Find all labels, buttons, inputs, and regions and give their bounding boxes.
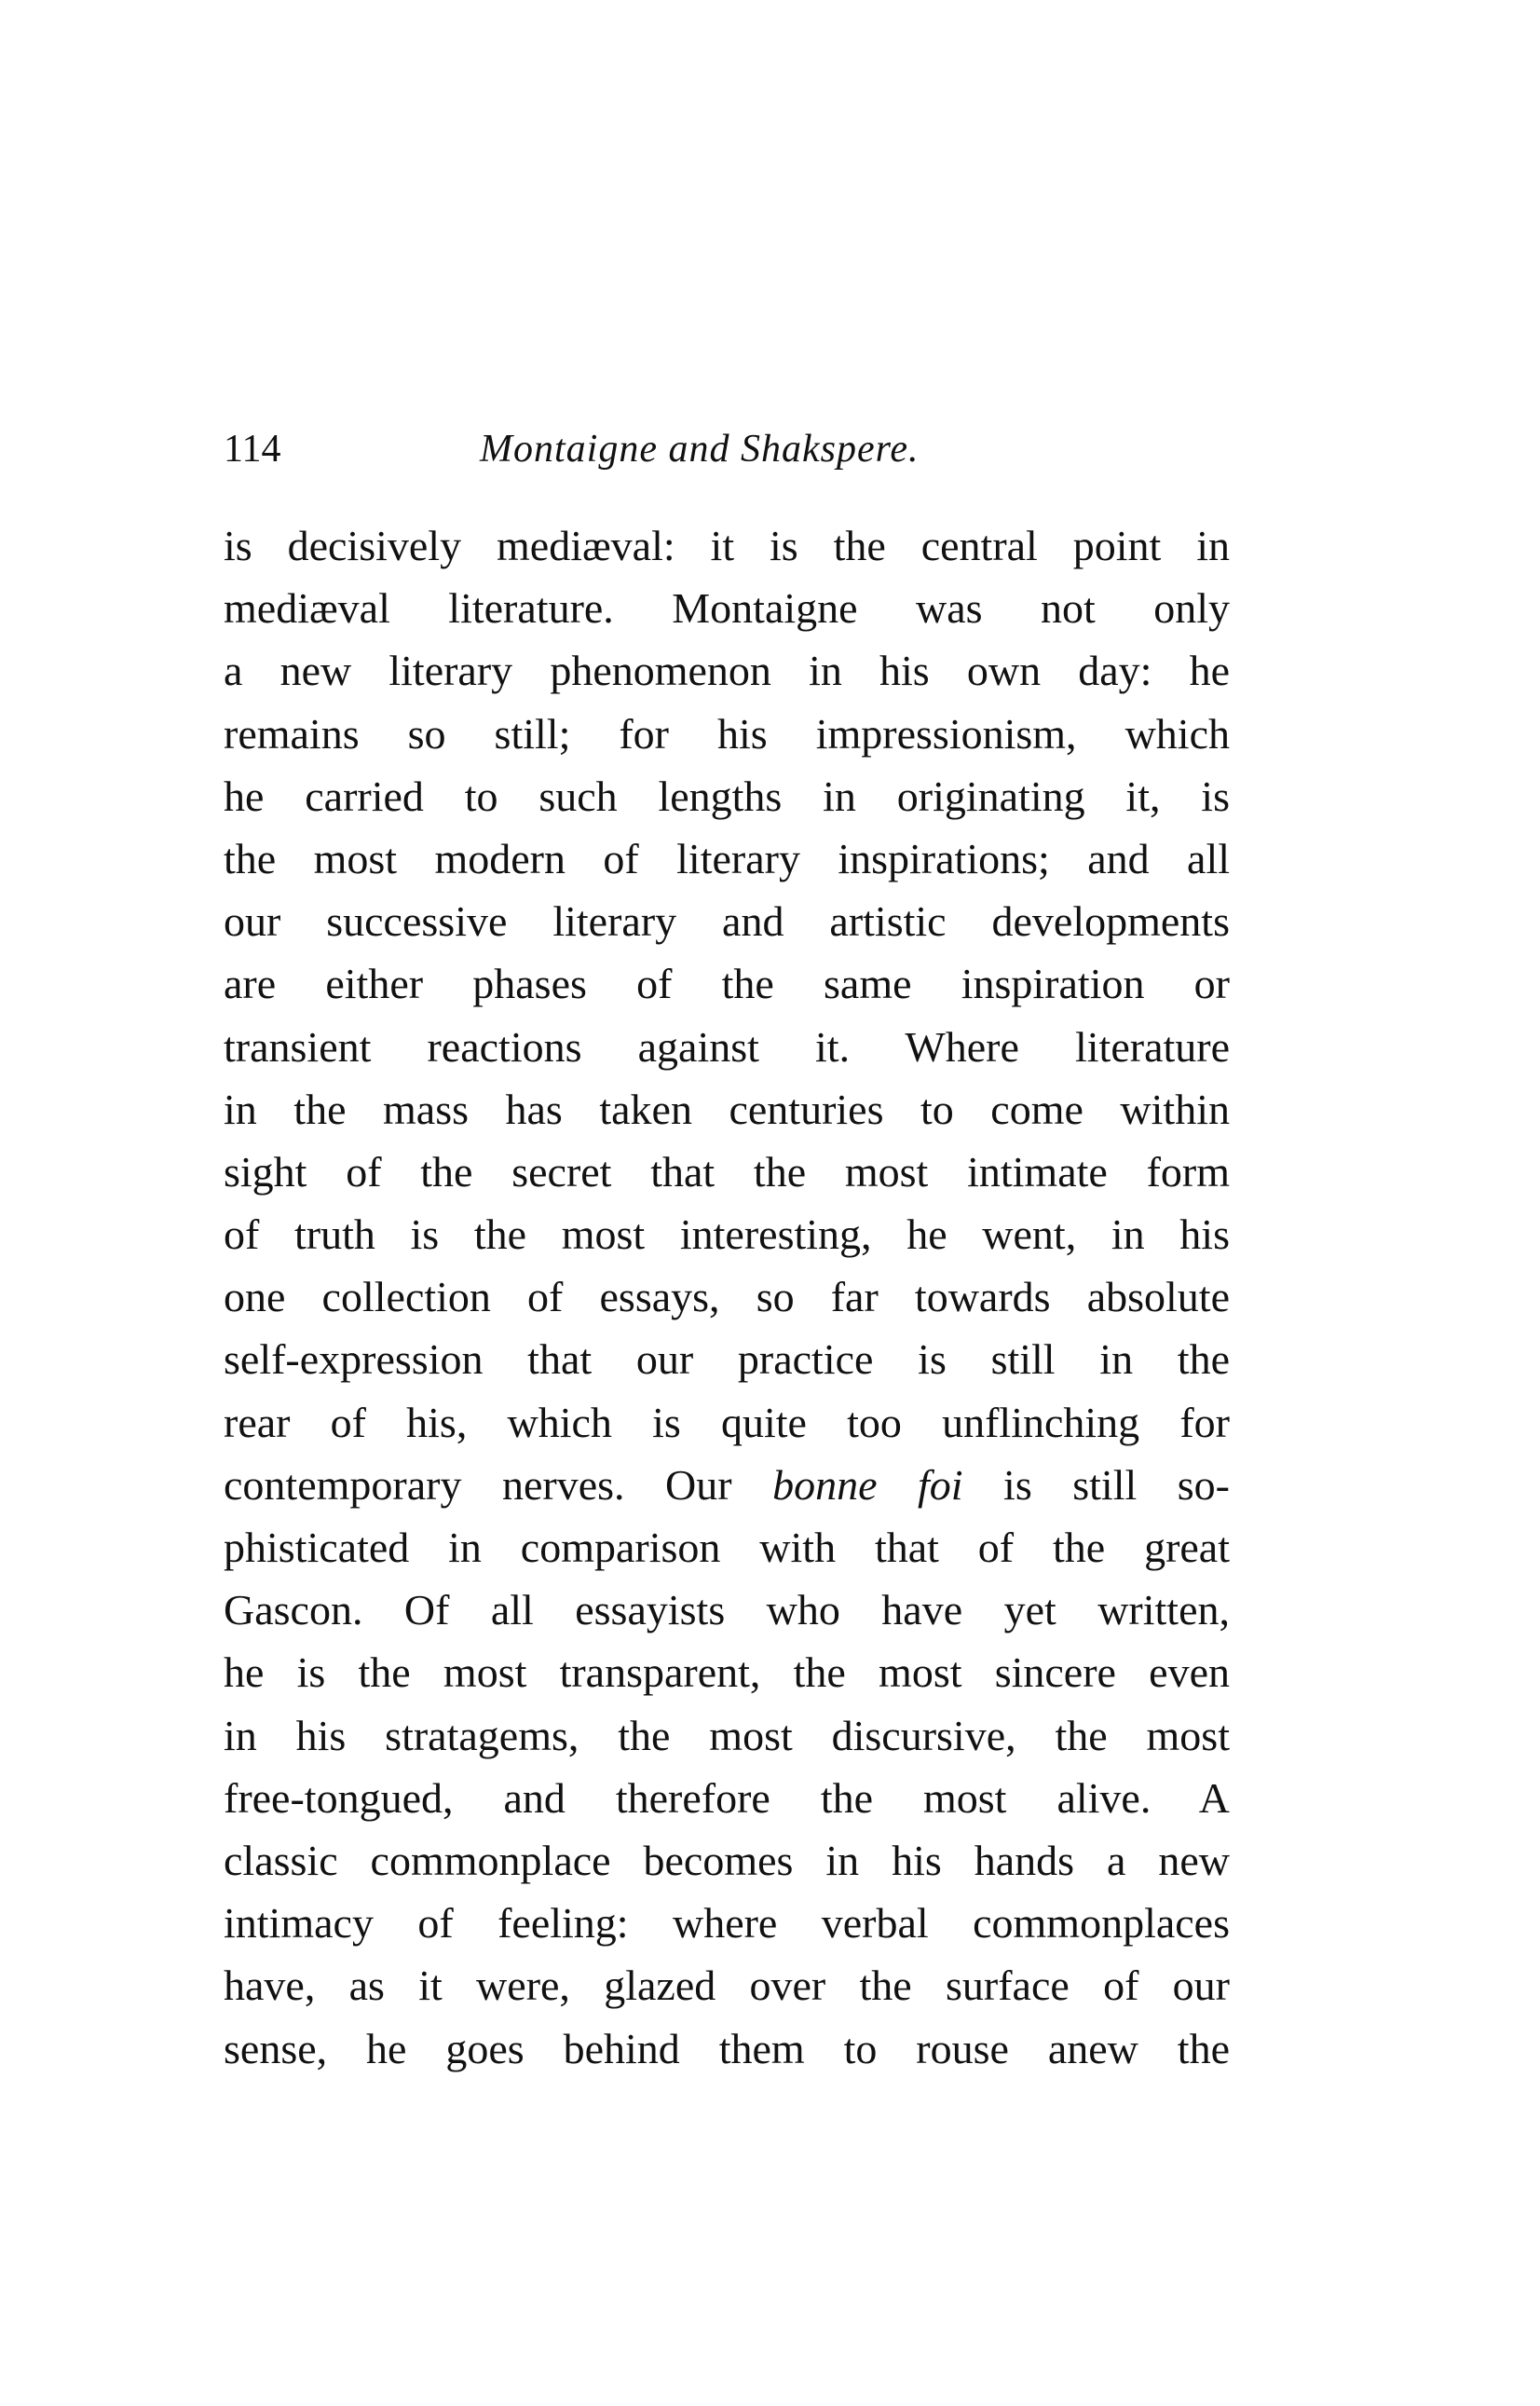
- line-16-end: is still so-: [962, 1460, 1230, 1509]
- text-line: sight of the secret that the most intimate form: [224, 1147, 1230, 1196]
- text-line: intimacy of feeling: where verbal commonplaces: [224, 1899, 1230, 1948]
- text-line: our successive literary and artistic developments: [224, 897, 1230, 946]
- running-title: Montaigne and Shakspere.: [480, 428, 920, 471]
- text-line: free-tongued, and therefore the most alive. A: [224, 1773, 1230, 1822]
- page-number: 114: [224, 428, 281, 471]
- text-line: rear of his, which is quite too unflinching for: [224, 1398, 1230, 1446]
- text-line: a new literary phenomenon in his own day: he: [224, 647, 1230, 695]
- line-16-start: contemporary nerves. Our: [224, 1460, 773, 1509]
- text-line: have, as it were, glazed over the surface of our: [224, 1962, 1230, 2010]
- text-line: phisticated in comparison with that of the great: [224, 1524, 1230, 1571]
- text-line-with-italic: [224, 1454, 1230, 1516]
- text-line: in his stratagems, the most discursive, the most: [224, 1711, 1230, 1759]
- text-line: remains so still; for his impressionism, which: [224, 709, 1230, 758]
- text-line: are either phases of the same inspiration or: [224, 960, 1230, 1008]
- text-line: one collection of essays, so far towards absolute: [224, 1273, 1230, 1321]
- text-line: the most modern of literary inspirations; and all: [224, 834, 1230, 882]
- text-line: Gascon. Of all essayists who have yet written,: [224, 1586, 1230, 1634]
- italic-phrase-bonne-foi: bonne foi: [772, 1460, 963, 1509]
- text-line: of truth is the most interesting, he went, in his: [224, 1210, 1230, 1259]
- body-text: [224, 514, 1230, 2080]
- text-line: transient reactions against it. Where literature: [224, 1022, 1230, 1071]
- text-line: mediæval literature. Montaigne was not only: [224, 584, 1230, 633]
- text-line: in the mass has taken centuries to come within: [224, 1085, 1230, 1133]
- text-line: classic commonplace becomes in his hands a new: [224, 1836, 1230, 1884]
- text-line: sense, he goes behind them to rouse anew the: [224, 2024, 1230, 2072]
- text-line: self-expression that our practice is still in the: [224, 1335, 1230, 1384]
- text-line: he is the most transparent, the most sincere even: [224, 1648, 1230, 1697]
- running-head: [224, 421, 1230, 477]
- text-line: he carried to such lengths in originating it, is: [224, 772, 1230, 820]
- text-line: is decisively mediæval: it is the central point in: [224, 522, 1230, 569]
